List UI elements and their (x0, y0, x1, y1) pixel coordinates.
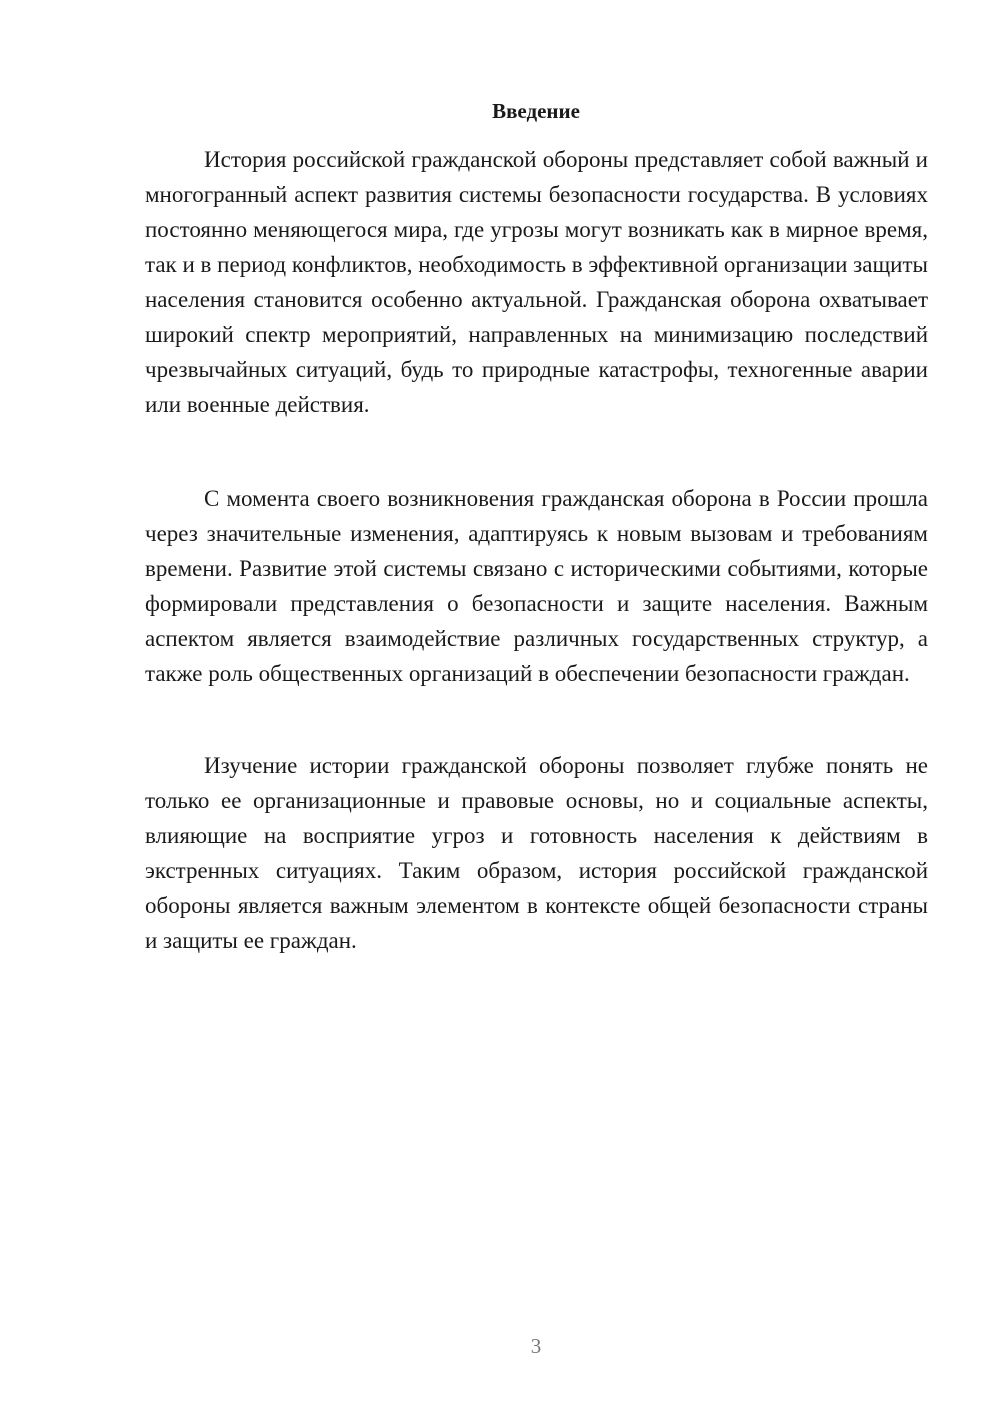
section-heading: Введение (492, 99, 580, 123)
paragraph-2: С момента своего возникновения гражданская оборона в России прошла через значительные изменения, адаптируясь к новым вызовам и требованиям времени. Развитие этой системы связано с историческими событиями, которые формировали представления о безопасности и защите населения. Важным аспектом является взаимодействие различных государственных структур, а также роль общественных организаций в обеспечении безопасности граждан. (145, 486, 928, 686)
paragraph-1: История российской гражданской обороны представляет собой важный и многогранный аспект развития системы безопасности государства. В условиях постоянно меняющегося мира, где угрозы могут возникать как в мирное время, так и в период конфликтов, необходимость в эффективной организации защиты населения становится особенно актуальной. Гражданская оборона охватывает широкий спектр мероприятий, направленных на минимизацию последствий чрезвычайных ситуаций, будь то природные катастрофы, техногенные аварии или военные действия. (145, 147, 928, 417)
paragraph-3: Изучение истории гражданской обороны позволяет глубже понять не только ее организационные и правовые основы, но и социальные аспекты, влияющие на восприятие угроз и готовность населения к действиям в экстренных ситуациях. Таким образом, история российской гражданской обороны является важным элементом в контексте общей безопасности страны и защиты ее граждан. (145, 753, 928, 953)
page-number: 3 (530, 1334, 542, 1358)
